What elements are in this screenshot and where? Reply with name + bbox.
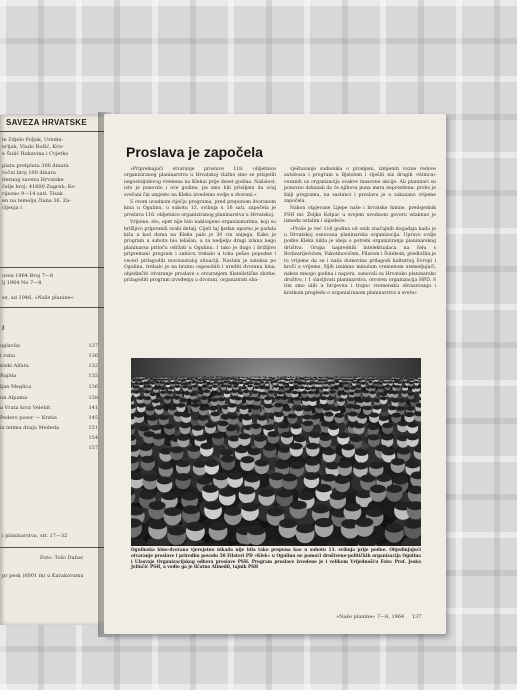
photo-credit: Foto: Tošo Dabac xyxy=(40,555,84,561)
article-column-right xyxy=(284,167,436,298)
audience-photo-drawing xyxy=(131,358,421,546)
paragraph: vještavanje sudionika o promjeni, izmjeniti vozne redove autobusa i program u Bjelolom i riješiti niz drugih »titnica« vezanih uz organizaciju ovakve masovne akcije. Ali planinari su ponovno dokazali da će njihova puna mera nepoteđena: probo je žalji programu, na sastanci i proslava je u zakazano vrijeme započela. xyxy=(284,167,436,205)
issue-line: ez, ad 1946, »Naše planine« xyxy=(2,295,74,301)
intro-line: plata pretplata 300 dinara xyxy=(2,163,69,169)
divider xyxy=(0,307,104,308)
photo-caption: Ogulinska kino-dvorana vjerojatno nikada nije bila tako prepuna kao u subotu 13. svibnja prije podne. Objedinjujući otvaranje proslave i priredbu povodu 50 Filateri PD »Klek« u Ogulinu ne pomoći društvene-političkih organizacija Ogulina i Ulasvaje Organizacijskog odbora proslave PSH. Program proslave izvedene je i velikom Vrijednošću Foto: Prof. Jesko Jelinčić PSH, a vodio ga je ličatno Alinedil, tajnik PSH xyxy=(131,547,421,570)
intro-line: erljak, Vlado Bošić, Kru- xyxy=(2,144,64,150)
left-page: SAVEZA HRVATSKE le Zdjelo Poljak, Uredni- erljak, Vlado Bošić, Kru- e Šulić Rukavina i Cvjetko plata pretplata 300 dinara ročni broj 100 dinara iternog saveza Hrvatske ćelje broj: 41600 Zagreb, Ko- rijesno 9—14 sati. Tisak en na temelju člana 36. Za- cljenja i uvez 1964 Broj 7—8 lj 1964 No 7—8 ez, ad 1946, »Naše planine« J oglavila 137 i rubu 136 niski Alfatu 132 Rajlda 135 ljan Meglica 136 un Alpama 138 a Vrata kroz Velebit 141 Pedero posor — Krstie 145 ia lelima dvaju Mededa 151 154 157 i planinarstva, str. 17—32 Foto: Tošo Dabac pr pesk (6001 m) u Karakorumu xyxy=(0,115,104,625)
divider xyxy=(0,131,104,132)
intro-line: ćelje broj: 41600 Zagreb, Ko- xyxy=(2,184,77,190)
intro-line: cljenja i xyxy=(2,205,22,211)
intro-line: en na temelju člana 36. Za- xyxy=(2,198,72,204)
left-page-heading: SAVEZA HRVATSKE xyxy=(6,118,87,127)
crowd-heads xyxy=(131,376,421,546)
paragraph: S ovom uvodnom riječju programa, pred prepunom dvoranom kina u Ogulinu, u subotu 13. svibnja u 16 sati, započela je proslava 116. obljetnice organiziranog planinarstva u Hrvatskoj. xyxy=(124,200,276,218)
bottom-line: i planinarstva, str. 17—32 xyxy=(2,533,68,539)
bottom-line: pr pesk (6001 m) u Karakorumu xyxy=(2,573,84,579)
intro-line: e Šulić Rukavina i Cvjetko xyxy=(2,151,69,157)
divider xyxy=(0,267,104,268)
footer-journal: »Naše planine« 7—8, 1964 xyxy=(336,614,405,620)
paragraph: Nakon otpjevane Lijepe naše i hrvatske himne, predsjednik PSH mr. Željko Kelpac u svojem uvodnom govoru istaknuo je između ostalim i slijedeće: xyxy=(284,206,436,225)
article-column-left xyxy=(124,167,276,285)
paragraph: Vrijeme, eto, opet nije bilo naklonjeno organizatorima, koji su brižljivo pripremili svaki detalj. Cijeli taj ljeđan uporno je padala kiša a kod doma na Kleku palo je 30 cm snijega. Kako je program u subotu bio lelašan, a za nedjelju drugi izlana nego planinarsa pritoču održati u Ogulinu. I tako je dugo i brižljivo pripremani program i zabiicu trebalo u toku pešao popodne i veceri prilagoditi novonastaloj situaciji. Nastala je sateksa po Ogulinu, trebalo je na brzinu osposobiti i urediti dvoranu kina, objedinčiti otvaranje proslave s otvaranjem filatelističke zbirke, prilagoditi program izvođenju u dvorani, organizirati oba- xyxy=(124,220,276,283)
audience-photo xyxy=(131,358,421,546)
intro-line: ročni broj 100 dinara xyxy=(2,170,56,176)
paragraph: »Proše je već 116 godina od onih značajnih događaja kada je u Hrvatskoj osnovana planinarska organizacija. Upravo ovdje podno Kleka nikla je ideja o potrebi organiziranja planinarskog društva. Grupa naprednih intelektualaca na čelu s Bodizarijevićem, Vukotinovićem, Pilarom i Šulekom, predložila je to vrijeme da se i naša domovina prilagodi kulturnoj Evropi i kroči u vrijeme. Njih iznimno minulum vremenom utemeljujući, nakon mnogo godina i napora, osnovali su Hrvatsko planinarsko društvo, i 1 slavljivati planinarstva, otvoren organizacija HPD. S tim smo ulili u brojevnu i trajno vremensku obrazovanju i kratkom pregledu o organiziranom planinarstva u svetu« xyxy=(284,226,436,296)
right-page xyxy=(104,114,446,634)
article-title: Proslava je započela xyxy=(126,144,263,160)
intro-line: iternog saveza Hrvatske xyxy=(2,177,64,183)
page-number: 137 xyxy=(412,614,422,620)
divider xyxy=(0,547,104,548)
toc-heading: J xyxy=(2,325,5,331)
issue-line: lj 1964 No 7—8 xyxy=(2,280,42,286)
issue-line: uvez 1964 Broj 7—8 xyxy=(2,273,54,279)
intro-line: rijesno 9—14 sati. Tisak xyxy=(2,191,63,197)
paragraph: »Pripremajući otvaranje proslave 118. obljetnice organiziranog planinarstva u Hrvatskoj vlažno smo se prisjetili negostoljubivog vremena na Klekui prije deset godina. Nažalost, isto je ponovilo i ove godine, pa smo bili prisiljeni da ovaj svečani čin umjesto na Kleku izvedemo ovdje u dvorani.« xyxy=(124,167,276,198)
intro-line: le Zdjelo Poljak, Uredni- xyxy=(2,137,64,143)
